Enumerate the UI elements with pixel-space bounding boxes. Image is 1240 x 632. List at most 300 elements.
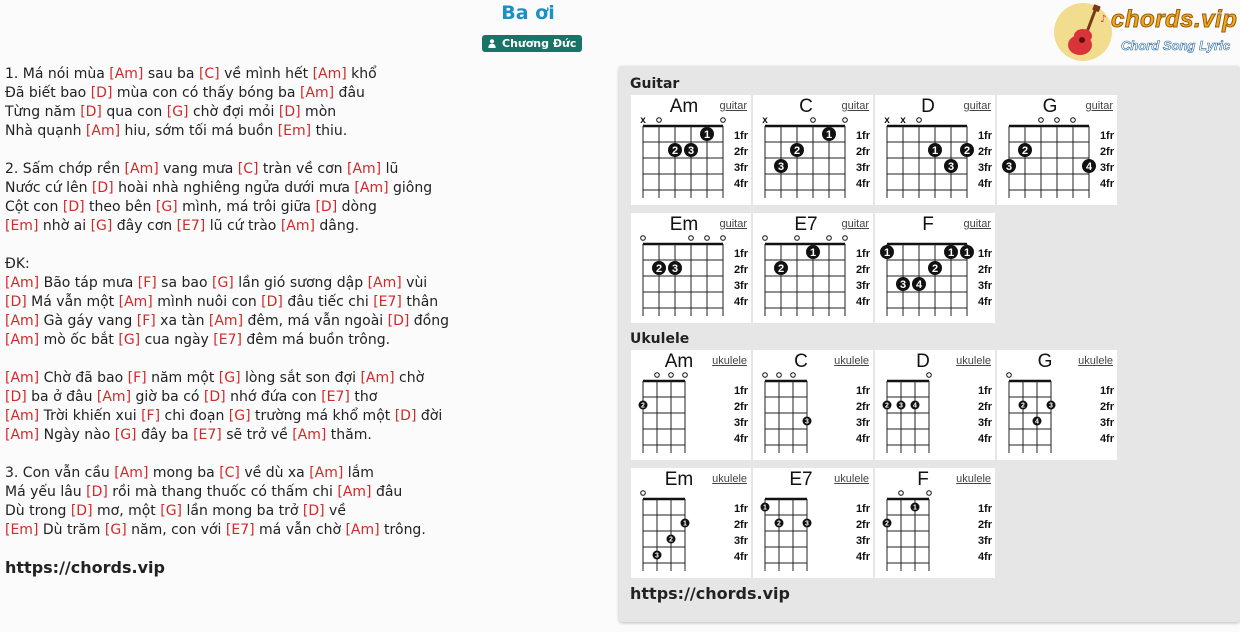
fret-number-label: 3fr: [977, 162, 992, 174]
lyric-text: thân: [401, 294, 439, 310]
ukulele-chord-d[interactable]: [875, 350, 995, 460]
lyric-text: dâng.: [314, 218, 360, 234]
fret-number-label: 1fr: [733, 385, 748, 397]
chord-link[interactable]: [Am]: [114, 465, 149, 481]
lyric-text: Bão táp mưa: [39, 275, 138, 291]
fret-number-label: 1fr: [733, 248, 748, 260]
fret-number-label: 3fr: [977, 417, 992, 429]
open-string-marker: [655, 373, 660, 378]
instrument-link[interactable]: ukulele: [1078, 355, 1113, 367]
lyric-text: đâu: [371, 484, 403, 500]
fret-number-label: 3fr: [1099, 162, 1114, 174]
instrument-link[interactable]: ukulele: [956, 355, 991, 367]
finger-number: 3: [655, 552, 659, 560]
lyric-text: sau ba: [143, 66, 199, 82]
fret-number-label: 2fr: [855, 401, 870, 413]
chord-link[interactable]: [D]: [278, 104, 301, 120]
chord-link[interactable]: [E7]: [321, 389, 350, 405]
chord-link[interactable]: [C]: [237, 161, 259, 177]
chord-name: G: [1037, 351, 1053, 372]
fret-number-label: 2fr: [977, 401, 992, 413]
lyric-line: [5, 122, 610, 141]
ukulele-chord-am[interactable]: [631, 350, 751, 460]
guitar-chord-d[interactable]: [875, 95, 995, 205]
ukulele-chord-e7[interactable]: [753, 468, 873, 578]
footer-url-right[interactable]: https://chords.vip: [630, 584, 790, 603]
chord-link[interactable]: [Am]: [337, 484, 372, 500]
open-string-marker: [763, 373, 768, 378]
instrument-link[interactable]: ukulele: [712, 473, 747, 485]
author-badge[interactable]: [482, 35, 582, 52]
lyric-line: [5, 160, 610, 179]
lyrics-body: [5, 65, 610, 540]
fret-number-label: 4fr: [733, 433, 748, 445]
finger-number: 1: [883, 247, 891, 259]
open-string-marker: [795, 236, 800, 241]
open-string-marker: [705, 236, 710, 241]
chord-name: Am: [669, 96, 699, 117]
lyric-line: [5, 84, 610, 103]
lyric-text: đây ba: [136, 427, 194, 443]
chord-link[interactable]: [Am]: [5, 370, 40, 386]
lyric-text: hiu, sớm tối má buồn: [120, 123, 278, 139]
lyric-text: cua ngày: [140, 332, 214, 348]
lyric-text: Má vẫn một: [26, 294, 119, 310]
chord-name: C: [799, 96, 813, 117]
open-string-marker: [777, 373, 782, 378]
lyric-text: hoài nhà nghiêng ngửa dưới mưa: [113, 180, 355, 196]
finger-number: 1: [931, 145, 939, 157]
chord-link[interactable]: [D]: [315, 199, 338, 215]
chord-link[interactable]: [Am]: [312, 66, 347, 82]
finger-number: 2: [931, 263, 939, 275]
lyric-text: ba ở đâu: [26, 389, 97, 405]
chord-link[interactable]: [E7]: [225, 522, 255, 538]
lyric-text: mình nuôi con: [152, 294, 262, 310]
chord-link[interactable]: [Am]: [208, 313, 244, 329]
chord-link[interactable]: [E7]: [213, 332, 242, 348]
fret-number-label: 2fr: [855, 264, 870, 276]
lyric-text: về: [324, 503, 346, 519]
chord-link[interactable]: [Am]: [360, 370, 395, 386]
lyric-text: thăm.: [326, 427, 372, 443]
author-name: Chương Đức: [502, 37, 577, 50]
lyric-line: [5, 521, 610, 540]
lyric-line: [5, 217, 610, 236]
fret-number-label: 2fr: [977, 264, 992, 276]
instrument-link[interactable]: ukulele: [834, 473, 869, 485]
fret-number-label: 3fr: [733, 417, 748, 429]
muted-string-marker: x: [884, 115, 890, 126]
chord-link[interactable]: [F]: [137, 275, 157, 291]
fret-number-label: 4fr: [733, 296, 748, 308]
lyric-text: Nhà quạnh: [5, 123, 86, 139]
guitar-chord-e7[interactable]: [753, 213, 873, 323]
instrument-link[interactable]: guitar: [841, 100, 869, 112]
chord-link[interactable]: [Am]: [309, 465, 344, 481]
finger-number: 1: [947, 247, 955, 259]
open-string-marker: [843, 236, 848, 241]
chord-link[interactable]: [D]: [5, 294, 27, 310]
chord-link[interactable]: [G]: [166, 104, 189, 120]
lyric-line: [5, 388, 610, 407]
lyric-line: [5, 274, 610, 293]
fret-number-label: 3fr: [855, 417, 870, 429]
lyric-line: [5, 255, 610, 274]
finger-number: 3: [671, 263, 679, 275]
chord-name: F: [917, 469, 929, 490]
chord-link[interactable]: [Am]: [347, 161, 382, 177]
chord-link[interactable]: [Am]: [5, 408, 40, 424]
open-string-marker: [899, 491, 904, 496]
chord-name: Em: [664, 469, 694, 490]
finger-number: 2: [641, 402, 645, 410]
fret-number-label: 4fr: [977, 178, 992, 190]
chord-link[interactable]: [Am]: [354, 180, 389, 196]
logo-brand: chords.vip: [1111, 6, 1238, 33]
fret-number-label: 1fr: [855, 385, 870, 397]
open-string-marker: [1039, 118, 1044, 123]
guitar-chord-f[interactable]: [875, 213, 995, 323]
open-string-marker: [721, 236, 726, 241]
chord-link[interactable]: [D]: [387, 313, 410, 329]
open-string-marker: [721, 118, 726, 123]
chord-name: Am: [664, 351, 694, 372]
lyric-text: má vẫn chờ: [254, 522, 346, 538]
lyric-text: Trời khiến xui: [39, 408, 142, 424]
lyric-text: dòng: [337, 199, 377, 215]
fret-number-label: 1fr: [855, 248, 870, 260]
fret-number-label: 4fr: [1099, 433, 1114, 445]
fret-number-label: 2fr: [1099, 146, 1114, 158]
chord-name: D: [921, 96, 935, 117]
chord-link[interactable]: [Em]: [5, 218, 39, 234]
chord-link[interactable]: [G]: [218, 370, 241, 386]
guitar-chord-g[interactable]: [997, 95, 1117, 205]
fret-number-label: 1fr: [855, 503, 870, 515]
ukulele-chord-c[interactable]: [753, 350, 873, 460]
finger-number: 1: [809, 247, 817, 259]
lyric-line: [5, 483, 610, 502]
open-string-marker: [689, 236, 694, 241]
chord-name: F: [922, 214, 934, 235]
chord-link[interactable]: [F]: [141, 408, 161, 424]
open-string-marker: [1055, 118, 1060, 123]
instrument-link[interactable]: guitar: [963, 218, 991, 230]
chord-link[interactable]: [Em]: [5, 522, 39, 538]
lyric-line: [5, 369, 610, 388]
finger-number: 2: [655, 263, 663, 275]
chord-link[interactable]: [D]: [86, 484, 108, 500]
instrument-link[interactable]: ukulele: [834, 355, 869, 367]
chord-link[interactable]: [D]: [70, 503, 93, 519]
chord-link[interactable]: [D]: [394, 408, 417, 424]
finger-number: 4: [913, 402, 917, 410]
chord-link[interactable]: [D]: [91, 180, 114, 196]
fret-number-label: 2fr: [733, 146, 748, 158]
fret-number-label: 3fr: [855, 162, 870, 174]
lyric-text: 2. Sấm chớp rền: [5, 161, 125, 177]
fret-number-label: 3fr: [855, 535, 870, 547]
ukulele-section-title: Ukulele: [630, 331, 690, 347]
fret-number-label: 2fr: [977, 146, 992, 158]
open-string-marker: [827, 236, 832, 241]
chord-link[interactable]: [D]: [261, 294, 283, 310]
fret-number-label: 1fr: [855, 130, 870, 142]
finger-number: 1: [763, 504, 767, 512]
chord-link[interactable]: [G]: [118, 332, 141, 348]
fret-number-label: 1fr: [977, 503, 992, 515]
lyric-text: lần mong ba trở: [182, 503, 303, 519]
chord-link[interactable]: [Am]: [5, 275, 40, 291]
lyric-text: nhờ ai: [38, 218, 91, 234]
fret-number-label: 1fr: [733, 130, 748, 142]
chord-link[interactable]: [E7]: [373, 294, 402, 310]
lyric-text: trường má khổ một: [250, 408, 395, 424]
finger-number: 1: [683, 520, 687, 528]
muted-string-marker: x: [762, 115, 768, 126]
instrument-link[interactable]: guitar: [1085, 100, 1113, 112]
ukulele-chord-g[interactable]: [997, 350, 1117, 460]
fret-number-label: 2fr: [1099, 401, 1114, 413]
lyric-line: [5, 198, 610, 217]
finger-number: 4: [1035, 418, 1039, 426]
chord-link[interactable]: [Am]: [5, 427, 40, 443]
lyric-line: [5, 312, 610, 331]
lyric-text: rồi mà thang thuốc có thấm chi: [107, 484, 338, 500]
instrument-link[interactable]: guitar: [719, 100, 747, 112]
blank-line: [5, 141, 610, 160]
chord-link[interactable]: [Am]: [124, 161, 159, 177]
chord-link[interactable]: [Am]: [367, 275, 402, 291]
chord-link[interactable]: [D]: [62, 199, 85, 215]
fret-number-label: 3fr: [733, 162, 748, 174]
lyric-text: Má yếu lâu: [5, 484, 87, 500]
lyric-text: Cột con: [5, 199, 63, 215]
lyric-text: đâu tiếc chi: [282, 294, 374, 310]
chord-link[interactable]: [Am]: [109, 66, 144, 82]
chord-link[interactable]: [G]: [155, 199, 178, 215]
open-string-marker: [1071, 118, 1076, 123]
open-string-marker: [683, 373, 688, 378]
lyric-line: [5, 407, 610, 426]
lyric-text: mong ba: [148, 465, 220, 481]
fret-number-label: 4fr: [977, 433, 992, 445]
finger-number: 3: [1049, 402, 1053, 410]
finger-number: 2: [885, 520, 889, 528]
footer-url-left[interactable]: https://chords.vip: [5, 558, 165, 577]
ukulele-chord-em[interactable]: [631, 468, 751, 578]
chord-link[interactable]: [F]: [136, 313, 156, 329]
guitar-chord-c[interactable]: [753, 95, 873, 205]
instrument-link[interactable]: guitar: [719, 218, 747, 230]
lyric-line: [5, 464, 610, 483]
open-string-marker: [811, 118, 816, 123]
fret-number-label: 2fr: [855, 146, 870, 158]
lyric-text: chờ: [394, 370, 425, 386]
chord-name: Em: [669, 214, 699, 235]
lyric-text: tràn về cơn: [258, 161, 347, 177]
fret-number-label: 1fr: [733, 503, 748, 515]
chord-link[interactable]: [G]: [114, 427, 137, 443]
fret-number-label: 2fr: [733, 264, 748, 276]
lyric-text: Ngày nào: [39, 427, 115, 443]
finger-number: 3: [687, 145, 695, 157]
blank-line: [5, 445, 610, 464]
ukulele-chord-f[interactable]: [875, 468, 995, 578]
chord-link[interactable]: [C]: [219, 465, 240, 481]
lyric-text: mò ốc bắt: [39, 332, 119, 348]
chord-link[interactable]: [G]: [228, 408, 251, 424]
chord-link[interactable]: [Am]: [5, 332, 40, 348]
lyric-text: đêm má buồn trông.: [241, 332, 391, 348]
finger-number: 3: [805, 418, 809, 426]
lyric-text: lũ cứ trào: [205, 218, 281, 234]
chord-link[interactable]: [D]: [80, 104, 102, 120]
lyric-text: giờ ba có: [131, 389, 204, 405]
instrument-link[interactable]: guitar: [963, 100, 991, 112]
chord-link[interactable]: [Am]: [5, 313, 40, 329]
lyric-text: trông.: [379, 522, 426, 538]
lyric-text: mòn: [300, 104, 337, 120]
finger-number: 1: [703, 129, 711, 141]
lyric-line: [5, 65, 610, 84]
lyric-text: Nước cứ lên: [5, 180, 92, 196]
fret-number-label: 3fr: [977, 280, 992, 292]
finger-number: 2: [1021, 402, 1025, 410]
lyric-text: Chờ đã bao: [39, 370, 128, 386]
chord-link[interactable]: [G]: [90, 218, 113, 234]
guitar-chord-am[interactable]: [631, 95, 751, 205]
chord-name: C: [794, 351, 808, 372]
chord-link[interactable]: [G]: [104, 522, 127, 538]
lyric-text: Đã biết bao: [5, 85, 91, 101]
lyric-text: đâu: [334, 85, 365, 101]
lyric-text: về mình hết: [219, 66, 313, 82]
lyric-text: thơ: [349, 389, 378, 405]
fret-number-label: 1fr: [977, 130, 992, 142]
site-logo[interactable]: [1054, 2, 1240, 62]
lyric-text: lũ: [381, 161, 399, 177]
chord-link[interactable]: [F]: [127, 370, 147, 386]
lyric-text: 3. Con vẫn cầu: [5, 465, 115, 481]
finger-number: 3: [899, 402, 903, 410]
chord-link[interactable]: [D]: [302, 503, 325, 519]
chord-link[interactable]: [Am]: [96, 389, 132, 405]
instrument-link[interactable]: ukulele: [712, 355, 747, 367]
chord-link[interactable]: [E7]: [176, 218, 206, 234]
fret-number-label: 3fr: [733, 280, 748, 292]
lyric-text: đêm, má vẫn ngoài: [243, 313, 388, 329]
lyric-text: mùa con có thấy bóng ba: [112, 85, 300, 101]
fret-number-label: 4fr: [855, 551, 870, 563]
lyric-text: lòng sắt son đợi: [240, 370, 361, 386]
instrument-link[interactable]: ukulele: [956, 473, 991, 485]
open-string-marker: [1007, 373, 1012, 378]
chord-name: D: [916, 351, 930, 372]
guitar-section-title: Guitar: [630, 76, 680, 92]
chord-link[interactable]: [Am]: [299, 85, 335, 101]
fret-number-label: 4fr: [855, 433, 870, 445]
fret-number-label: 3fr: [977, 535, 992, 547]
finger-number: 2: [777, 263, 785, 275]
lyric-text: lắm: [343, 465, 374, 481]
open-string-marker: [669, 373, 674, 378]
fret-number-label: 1fr: [977, 248, 992, 260]
lyric-text: đây cơn: [112, 218, 177, 234]
chord-name: E7: [789, 469, 813, 490]
finger-number: 2: [963, 145, 971, 157]
fret-number-label: 3fr: [1099, 417, 1114, 429]
open-string-marker: [791, 373, 796, 378]
chord-link[interactable]: [D]: [90, 85, 113, 101]
lyric-text: sẽ trở về: [221, 427, 293, 443]
lyric-text: mơ, một: [92, 503, 161, 519]
fret-number-label: 1fr: [977, 385, 992, 397]
chord-link[interactable]: [Am]: [345, 522, 380, 538]
instrument-link[interactable]: guitar: [841, 218, 869, 230]
muted-string-marker: x: [640, 115, 646, 126]
open-string-marker: [641, 236, 646, 241]
fret-number-label: 1fr: [1099, 385, 1114, 397]
finger-number: 2: [1021, 145, 1029, 157]
lyric-text: sa bao: [156, 275, 212, 291]
lyric-text: ĐK:: [5, 256, 30, 272]
chord-link[interactable]: [Am]: [280, 218, 315, 234]
lyric-text: mình, má trôi giữa: [177, 199, 316, 215]
fret-number-label: 2fr: [977, 519, 992, 531]
lyric-text: qua con: [101, 104, 167, 120]
chord-link[interactable]: [Em]: [277, 123, 312, 139]
lyric-line: [5, 502, 610, 521]
guitar-chord-em[interactable]: [631, 213, 751, 323]
fret-number-label: 4fr: [855, 296, 870, 308]
chord-link[interactable]: [Am]: [118, 294, 153, 310]
chord-link[interactable]: [E7]: [193, 427, 222, 443]
open-string-marker: [927, 373, 932, 378]
finger-number: 1: [825, 129, 833, 141]
song-title: Ba ơi: [501, 2, 555, 24]
finger-number: 3: [899, 279, 907, 291]
chord-link[interactable]: [D]: [203, 389, 226, 405]
lyric-text: về dù xa: [239, 465, 310, 481]
finger-number: 4: [915, 279, 923, 291]
finger-number: 3: [777, 161, 785, 173]
open-string-marker: [641, 491, 646, 496]
lyric-line: [5, 331, 610, 350]
lyric-text: 1. Má nói mùa: [5, 66, 110, 82]
fret-number-label: 3fr: [855, 280, 870, 292]
chord-link[interactable]: [G]: [212, 275, 234, 291]
chord-link[interactable]: [G]: [160, 503, 183, 519]
fret-number-label: 2fr: [855, 519, 870, 531]
chord-link[interactable]: [Am]: [292, 427, 327, 443]
lyric-text: thiu.: [311, 123, 348, 139]
chord-link[interactable]: [Am]: [85, 123, 121, 139]
chord-name: E7: [794, 214, 818, 235]
open-string-marker: [843, 118, 848, 123]
chord-link[interactable]: [C]: [198, 66, 220, 82]
lyric-text: Từng năm: [5, 104, 81, 120]
lyric-text: chờ đợi mỏi: [188, 104, 279, 120]
chord-link[interactable]: [D]: [5, 389, 27, 405]
blank-line: [5, 350, 610, 369]
finger-number: 2: [793, 145, 801, 157]
finger-number: 4: [1085, 161, 1093, 173]
logo-tagline: Chord Song Lyric: [1121, 38, 1231, 53]
lyric-text: vang mưa: [158, 161, 238, 177]
fret-number-label: 4fr: [1099, 178, 1114, 190]
